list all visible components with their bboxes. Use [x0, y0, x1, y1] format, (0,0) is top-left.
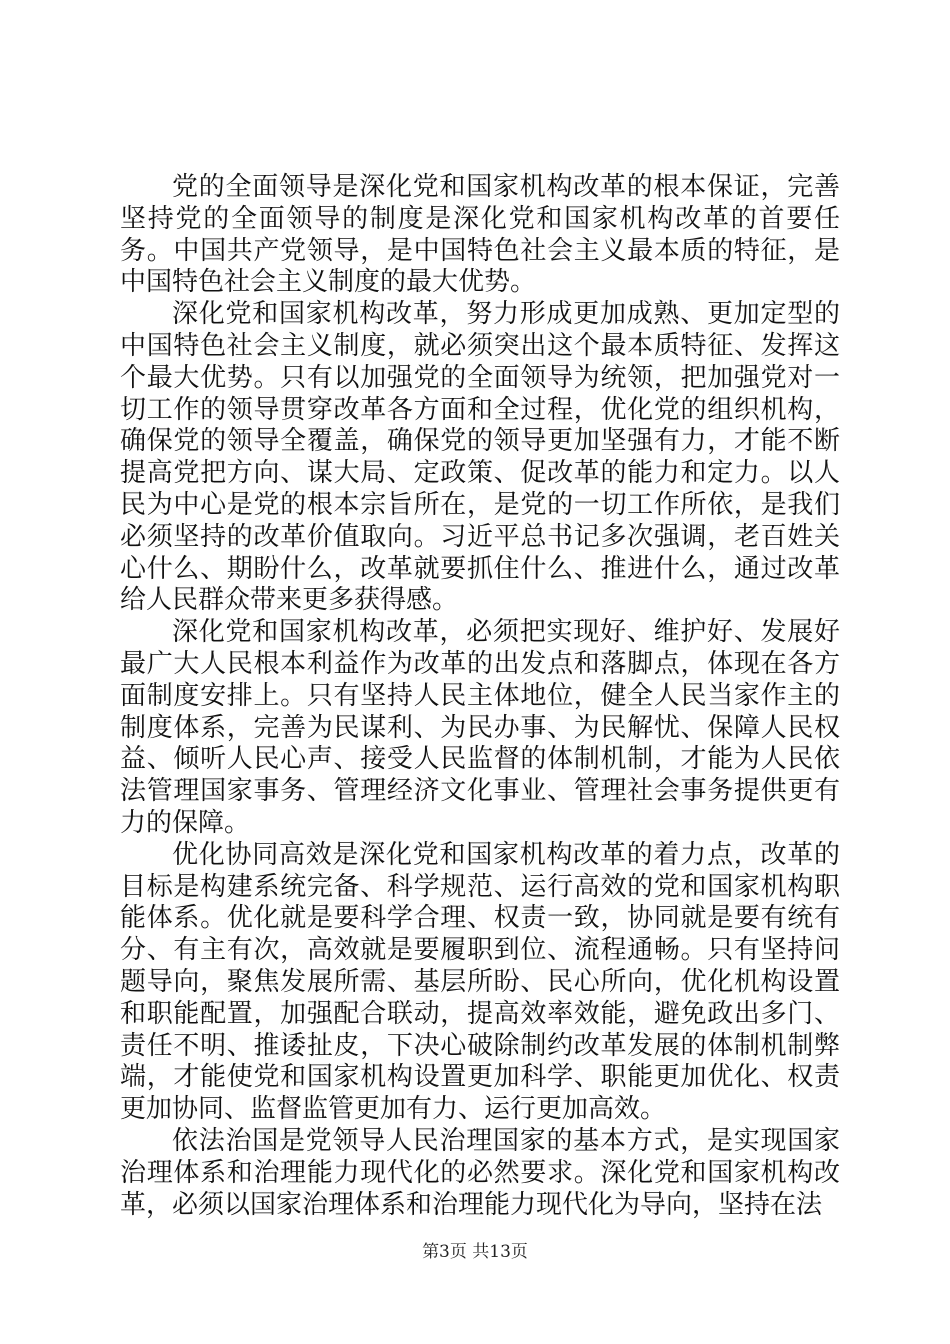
- paragraph-2: 深化党和国家机构改革，努力形成更加成熟、更加定型的中国特色社会主义制度，就必须突出这个最本质特征、发挥这个最大优势。只有以加强党的全面领导为统领，把加强党对一切工作的领导贯穿改革各方面和全过程，优化党的组织机构，确保党的领导全覆盖，确保党的领导更加坚强有力，才能不断提高党把方向、谋大局、定政策、促改革的能力和定力。以人民为中心是党的根本宗旨所在，是党的一切工作所依，是我们必须坚持的改革价值取向。习近平总书记多次强调，老百姓关心什么、期盼什么，改革就要抓住什么、推进什么，通过改革给人民群众带来更多获得感。: [120, 299, 840, 616]
- paragraph-3: 深化党和国家机构改革，必须把实现好、维护好、发展好最广大人民根本利益作为改革的出发点和落脚点，体现在各方面制度安排上。只有坚持人民主体地位，健全人民当家作主的制度体系，完善为民谋利、为民办事、为民解忧、保障人民权益、倾听人民心声、接受人民监督的体制机制，才能为人民依法管理国家事务、管理经济文化事业、管理社会事务提供更有力的保障。: [120, 617, 840, 838]
- page-footer: [0, 1242, 950, 1262]
- paragraph-5: 依法治国是党领导人民治理国家的基本方式，是实现国家治理体系和治理能力现代化的必然要求。深化党和国家机构改革，必须以国家治理体系和治理能力现代化为导向，坚持在法: [120, 1125, 840, 1220]
- paragraph-4: 优化协同高效是深化党和国家机构改革的着力点，改革的目标是构建系统完备、科学规范、运行高效的党和国家机构职能体系。优化就是要科学合理、权责一致，协同就是要有统有分、有主有次，高效就是要履职到位、流程通畅。只有坚持问题导向，聚焦发展所需、基层所盼、民心所向，优化机构设置和职能配置，加强配合联动，提高效率效能，避免政出多门、责任不明、推诿扯皮，下决心破除制约改革发展的体制机制弊端，才能使党和国家机构设置更加科学、职能更加优化、权责更加协同、监督监管更加有力、运行更加高效。: [120, 839, 840, 1125]
- page-number-label: 第3页 共13页: [422, 1242, 528, 1262]
- paragraph-1: 党的全面领导是深化党和国家机构改革的根本保证，完善坚持党的全面领导的制度是深化党和国家机构改革的首要任务。中国共产党领导，是中国特色社会主义最本质的特征，是中国特色社会主义制度的最大优势。: [120, 172, 840, 298]
- document-body: [120, 172, 840, 1221]
